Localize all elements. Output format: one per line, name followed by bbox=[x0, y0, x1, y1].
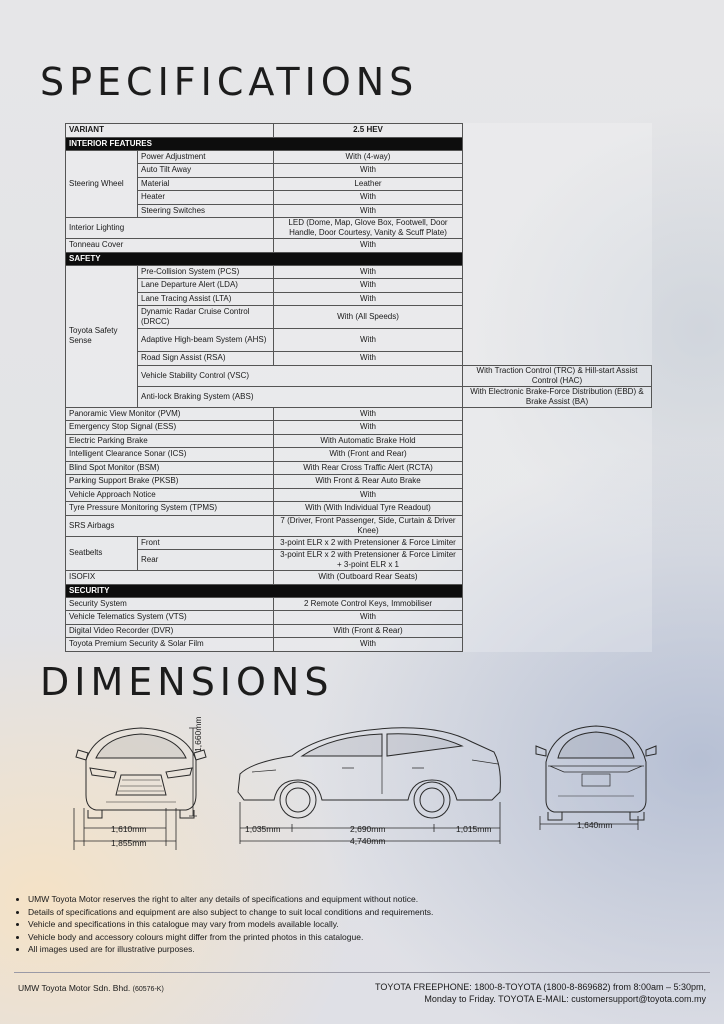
row-label: Parking Support Brake (PKSB) bbox=[66, 475, 274, 489]
row-value: With (With Individual Tyre Readout) bbox=[274, 502, 463, 516]
row-value: With (Front & Rear) bbox=[274, 624, 463, 638]
table-row bbox=[66, 571, 652, 585]
disclaimer-notes bbox=[14, 893, 433, 956]
row-label: ISOFIX bbox=[66, 571, 274, 585]
row-label: Steering Switches bbox=[138, 204, 274, 218]
row-label: Intelligent Clearance Sonar (ICS) bbox=[66, 448, 274, 462]
row-value: With bbox=[274, 421, 463, 435]
row-value: 3-point ELR x 2 with Pretensioner & Force Limiter bbox=[274, 536, 463, 550]
table-row bbox=[66, 177, 652, 191]
row-value: With bbox=[274, 265, 463, 279]
row-label: Front bbox=[138, 536, 274, 550]
row-value: With bbox=[274, 164, 463, 178]
row-label: Road Sign Assist (RSA) bbox=[138, 352, 274, 366]
list-item: • UMW Toyota Motor reserves the right to alter any details of specifications and equipment without notice. bbox=[28, 893, 433, 906]
row-value: With (All Speeds) bbox=[274, 306, 463, 329]
row-label: Material bbox=[138, 177, 274, 191]
rear-overhang-label: 1,015mm bbox=[456, 824, 492, 834]
row-label: Auto Tilt Away bbox=[138, 164, 274, 178]
list-item: • Details of specifications and equipment are also subject to change to suit local conditions and requirements. bbox=[28, 906, 433, 919]
table-row bbox=[66, 239, 652, 253]
row-label: Blind Spot Monitor (BSM) bbox=[66, 461, 274, 475]
table-row bbox=[66, 306, 652, 329]
table-row bbox=[66, 611, 652, 625]
rear-track-label: 1,640mm bbox=[577, 820, 613, 830]
footer-company bbox=[18, 983, 164, 993]
footer-divider bbox=[14, 972, 710, 973]
row-value: With bbox=[274, 239, 463, 253]
section-title-interior: INTERIOR FEATURES bbox=[66, 137, 463, 150]
row-label: Emergency Stop Signal (ESS) bbox=[66, 421, 274, 435]
front-overhang-label: 1,035mm bbox=[245, 824, 281, 834]
row-value: Leather bbox=[274, 177, 463, 191]
wheelbase-label: 2,690mm bbox=[350, 824, 386, 834]
row-value: With bbox=[274, 352, 463, 366]
table-row bbox=[66, 279, 652, 293]
table-row bbox=[66, 292, 652, 306]
row-value: With bbox=[274, 292, 463, 306]
row-value: With (Outboard Rear Seats) bbox=[274, 571, 463, 585]
row-value: With Electronic Brake-Force Distribution (EBD) & Brake Assist (BA) bbox=[463, 386, 652, 407]
section-header bbox=[66, 137, 652, 150]
section-header bbox=[66, 584, 652, 597]
table-row bbox=[66, 386, 652, 407]
dimensions-title: DIMENSIONS bbox=[40, 660, 334, 704]
row-label: Tyre Pressure Monitoring System (TPMS) bbox=[66, 502, 274, 516]
table-row bbox=[66, 638, 652, 652]
row-label: Toyota Premium Security & Solar Film bbox=[66, 638, 274, 652]
row-label: Adaptive High-beam System (AHS) bbox=[138, 329, 274, 352]
group-label-toyota-safety-sense: Toyota Safety Sense bbox=[66, 265, 138, 407]
row-label: Lane Tracing Assist (LTA) bbox=[138, 292, 274, 306]
contact-line-1: TOYOTA FREEPHONE: 1800-8-TOYOTA (1800-8-869682) from 8:00am – 5:30pm, bbox=[375, 982, 706, 992]
list-item: • Vehicle body and accessory colours might differ from the printed photos in this catalogue. bbox=[28, 931, 433, 944]
row-label: Security System bbox=[66, 597, 274, 611]
table-row bbox=[66, 352, 652, 366]
table-row bbox=[66, 365, 652, 386]
row-value: With bbox=[274, 191, 463, 205]
row-value: With bbox=[274, 279, 463, 293]
row-value: LED (Dome, Map, Glove Box, Footwell, Door Handle, Door Courtesy, Vanity & Scuff Plate) bbox=[274, 218, 463, 239]
table-row bbox=[66, 597, 652, 611]
row-value: With Automatic Brake Hold bbox=[274, 434, 463, 448]
row-label: Anti-lock Braking System (ABS) bbox=[138, 386, 463, 407]
list-item: • All images used are for illustrative purposes. bbox=[28, 943, 433, 956]
company-name: UMW Toyota Motor Sdn. Bhd. bbox=[18, 983, 131, 993]
contact-line-2: Monday to Friday. TOYOTA E-MAIL: customersupport@toyota.com.my bbox=[424, 994, 706, 1004]
table-row bbox=[66, 407, 652, 421]
row-label: Dynamic Radar Cruise Control (DRCC) bbox=[138, 306, 274, 329]
row-label: Rear bbox=[138, 550, 274, 571]
row-label: Pre-Collision System (PCS) bbox=[138, 265, 274, 279]
row-value: With bbox=[274, 488, 463, 502]
company-registration: (60576-K) bbox=[132, 986, 164, 993]
row-value: 3-point ELR x 2 with Pretensioner & Force Limiter + 3-point ELR x 1 bbox=[274, 550, 463, 571]
variant-value: 2.5 HEV bbox=[274, 124, 463, 138]
table-row bbox=[66, 536, 652, 550]
row-label: Panoramic View Monitor (PVM) bbox=[66, 407, 274, 421]
row-label: Lane Departure Alert (LDA) bbox=[138, 279, 274, 293]
table-row bbox=[66, 434, 652, 448]
variant-label: VARIANT bbox=[66, 124, 274, 138]
row-value: With bbox=[274, 611, 463, 625]
table-row bbox=[66, 515, 652, 536]
overall-length-label: 4,740mm bbox=[350, 836, 386, 846]
row-label: SRS Airbags bbox=[66, 515, 274, 536]
table-row bbox=[66, 191, 652, 205]
section-title-security: SECURITY bbox=[66, 584, 463, 597]
row-value: 2 Remote Control Keys, Immobiliser bbox=[274, 597, 463, 611]
row-label: Tonneau Cover bbox=[66, 239, 274, 253]
table-row bbox=[66, 265, 652, 279]
row-label: Electric Parking Brake bbox=[66, 434, 274, 448]
table-row bbox=[66, 421, 652, 435]
row-label: Vehicle Stability Control (VSC) bbox=[138, 365, 463, 386]
list-item: • Vehicle and specifications in this catalogue may vary from models available locally. bbox=[28, 918, 433, 931]
table-row bbox=[66, 488, 652, 502]
specifications-table bbox=[65, 123, 652, 652]
row-label: Power Adjustment bbox=[138, 150, 274, 164]
table-row bbox=[66, 461, 652, 475]
table-row bbox=[66, 475, 652, 489]
table-row bbox=[66, 204, 652, 218]
row-value: 7 (Driver, Front Passenger, Side, Curtain & Driver Knee) bbox=[274, 515, 463, 536]
group-label-seatbelts: Seatbelts bbox=[66, 536, 138, 571]
table-row bbox=[66, 550, 652, 571]
group-label-steering-wheel: Steering Wheel bbox=[66, 150, 138, 218]
table-row bbox=[66, 624, 652, 638]
row-value: With bbox=[274, 204, 463, 218]
row-label: Digital Video Recorder (DVR) bbox=[66, 624, 274, 638]
table-row bbox=[66, 329, 652, 352]
front-track-label: 1,610mm bbox=[111, 824, 147, 834]
table-row bbox=[66, 218, 652, 239]
row-value: With bbox=[274, 407, 463, 421]
row-value: With (Front and Rear) bbox=[274, 448, 463, 462]
table-row bbox=[66, 502, 652, 516]
row-label: Vehicle Approach Notice bbox=[66, 488, 274, 502]
row-value: With bbox=[274, 329, 463, 352]
table-row bbox=[66, 150, 652, 164]
section-header bbox=[66, 252, 652, 265]
row-label: Heater bbox=[138, 191, 274, 205]
row-value: With (4-way) bbox=[274, 150, 463, 164]
specifications-title: SPECIFICATIONS bbox=[40, 60, 419, 104]
table-row bbox=[66, 164, 652, 178]
table-row bbox=[66, 448, 652, 462]
overall-width-label: 1,855mm bbox=[111, 838, 147, 848]
row-value: With Front & Rear Auto Brake bbox=[274, 475, 463, 489]
row-value: With bbox=[274, 638, 463, 652]
footer-contact bbox=[375, 981, 706, 1005]
table-header-row bbox=[66, 124, 652, 138]
section-title-safety: SAFETY bbox=[66, 252, 463, 265]
row-label: Interior Lighting bbox=[66, 218, 274, 239]
front-height-label: 1,660mm bbox=[193, 716, 203, 752]
row-label: Vehicle Telematics System (VTS) bbox=[66, 611, 274, 625]
row-value: With Rear Cross Traffic Alert (RCTA) bbox=[274, 461, 463, 475]
row-value: With Traction Control (TRC) & Hill-start Assist Control (HAC) bbox=[463, 365, 652, 386]
